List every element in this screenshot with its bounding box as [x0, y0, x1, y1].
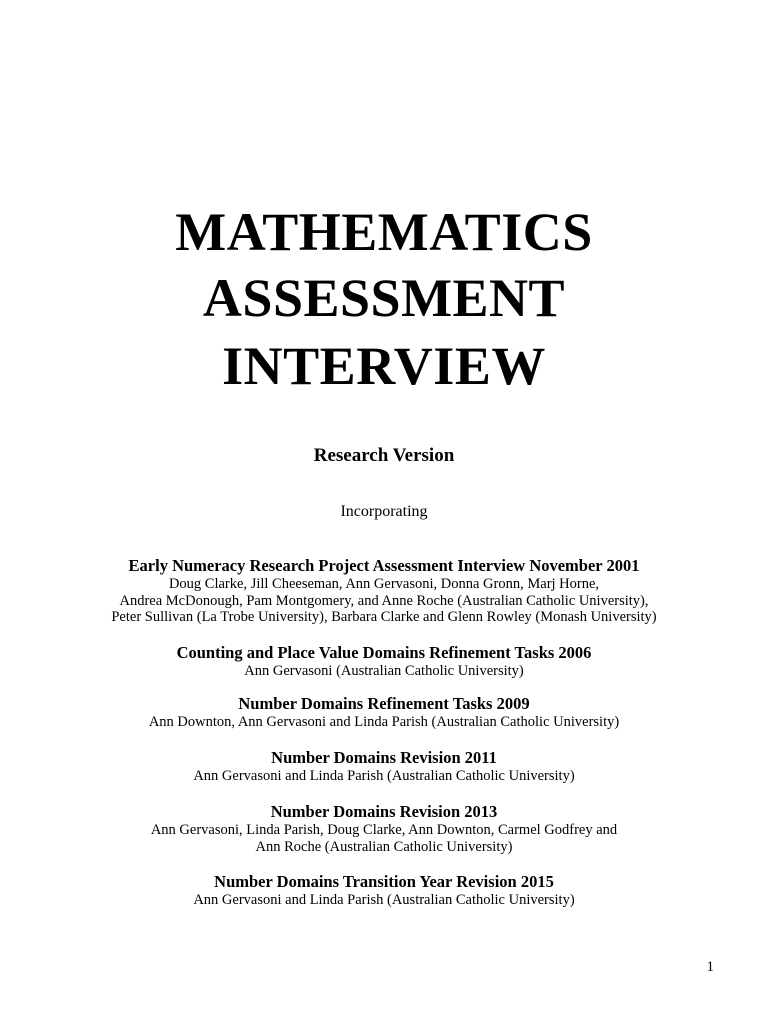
section-authors-line: Peter Sullivan (La Trobe University), Barbara Clarke and Glenn Rowley (Monash University) — [111, 609, 657, 625]
section-number-domains-2013 — [0, 802, 768, 855]
section-authors-line: Ann Gervasoni (Australian Catholic University) — [244, 663, 524, 679]
section-authors-line: Ann Gervasoni, Linda Parish, Doug Clarke, Ann Downton, Carmel Godfrey and — [150, 822, 618, 838]
subtitle: Research Version — [313, 445, 455, 466]
page-number: 1 — [706, 959, 714, 975]
incorporating-label: Incorporating — [340, 503, 428, 520]
title-line-3: INTERVIEW — [222, 336, 546, 396]
section-authors-line: Andrea McDonough, Pam Montgomery, and Anne Roche (Australian Catholic University), — [119, 592, 649, 609]
section-heading: Number Domains Revision 2011 — [271, 748, 497, 767]
section-authors-line: Ann Roche (Australian Catholic University) — [255, 838, 513, 855]
section-heading: Number Domains Transition Year Revision 2015 — [214, 872, 554, 891]
section-authors-line: Doug Clarke, Jill Cheeseman, Ann Gervasoni, Donna Gronn, Marj Horne, — [168, 576, 600, 592]
section-enrp-2001 — [0, 556, 768, 626]
section-authors-line: Ann Gervasoni and Linda Parish (Australian Catholic University) — [193, 892, 575, 908]
section-heading: Number Domains Revision 2013 — [270, 802, 498, 821]
section-number-domains-2009 — [0, 694, 768, 731]
section-authors-line: Ann Downton, Ann Gervasoni and Linda Parish (Australian Catholic University) — [148, 714, 620, 730]
section-heading: Counting and Place Value Domains Refinement Tasks 2006 — [176, 643, 592, 662]
section-counting-place-value-2006 — [0, 643, 768, 680]
title-line-1: MATHEMATICS — [175, 202, 593, 262]
title-line-2: ASSESSMENT — [202, 268, 566, 328]
section-heading: Early Numeracy Research Project Assessment Interview November 2001 — [128, 556, 640, 575]
section-number-domains-2011 — [0, 748, 768, 785]
section-heading: Number Domains Refinement Tasks 2009 — [238, 694, 530, 713]
section-transition-year-2015 — [0, 872, 768, 909]
section-authors-line: Ann Gervasoni and Linda Parish (Australian Catholic University) — [193, 768, 575, 784]
